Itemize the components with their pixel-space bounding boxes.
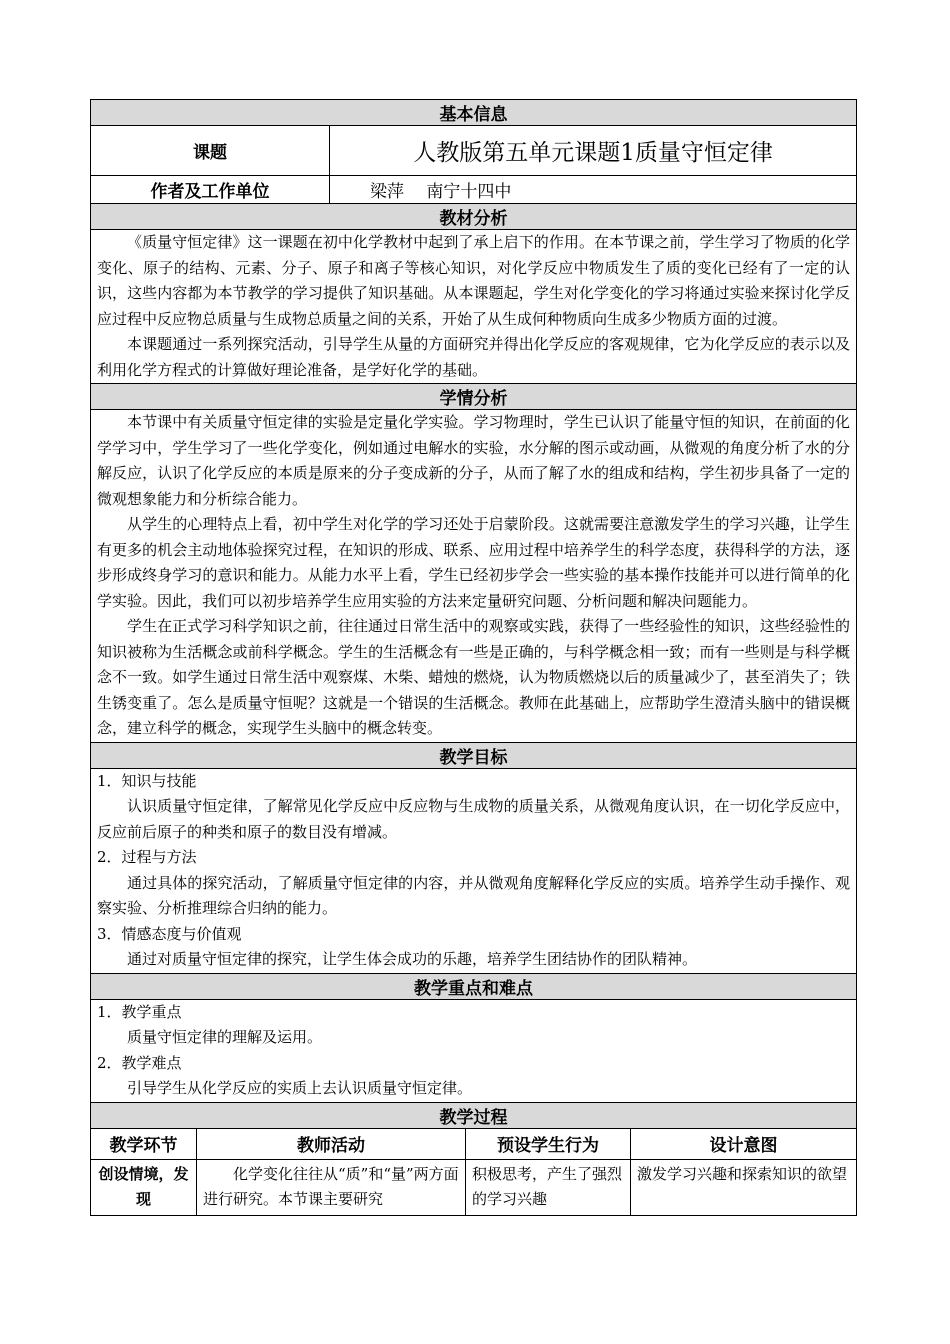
- author-label: 作者及工作单位: [91, 176, 330, 204]
- teaching-goals-header: 教学目标: [91, 742, 857, 768]
- difficulty-title: 2．教学难点: [97, 1053, 182, 1072]
- key-point-title: 1．教学重点: [97, 1002, 182, 1021]
- learner-paragraph-3: 学生在正式学习科学知识之前，往往通过日常生活中的观察或实践，获得了一些经验性的知识，这些经验性的知识被称为生活概念或前科学概念。学生的生活概念有一些是正确的，与科学概念相一致；而有一些则是与科学概念不一致。如学生通过日常生活中观察煤、木柴、蜡烛的燃烧，认为物质燃烧以后的质量减少了，甚至消失了；铁生锈变重了。怎么是质量守恒呢？这就是一个错误的生活概念。教师在此基础上，应帮助学生澄清头脑中的错误概念，建立科学的概念，实现学生头脑中的概念转变。: [97, 617, 851, 737]
- col-header-stage: 教学环节: [91, 1128, 197, 1159]
- table-row: [91, 1159, 857, 1215]
- teacher-activity-cell: 化学变化往往从“质”和“量”两方面进行研究。本节课主要研究: [197, 1159, 466, 1215]
- col-header-student: 预设学生行为: [466, 1128, 631, 1159]
- material-paragraph-2: 本课题通过一系列探究活动，引导学生从量的方面研究并得出化学反应的客观规律，它为化学反应的表示以及利用化学方程式的计算做好理论准备，是学好化学的基础。: [97, 335, 851, 379]
- lesson-plan-document: [90, 99, 856, 1216]
- author-value: 梁萍 南宁十四中: [330, 176, 857, 204]
- goal-1-text: 认识质量守恒定律，了解常见化学反应中反应物与生成物的质量关系，从微观角度认识，在一切化学反应中，反应前后原子的种类和原子的数目没有增减。: [97, 797, 851, 841]
- goal-3-text: 通过对质量守恒定律的探究，让学生体会成功的乐趣，培养学生团结协作的团队精神。: [127, 950, 698, 968]
- learner-analysis-header: 学情分析: [91, 384, 857, 410]
- col-header-intent: 设计意图: [631, 1128, 857, 1159]
- key-point-text: 质量守恒定律的理解及运用。: [127, 1028, 323, 1046]
- learner-paragraph-1: 本节课中有关质量守恒定律的实验是定量化学实验。学习物理时，学生已认识了能量守恒的知识，在前面的化学学习中，学生学习了一些化学变化，例如通过电解水的实验，水分解的图示或动画，从微观的角度分析了水的分解反应，认识了化学反应的本质是原来的分子变成新的分子，从而了解了水的组成和结构，学生初步具备了一定的微观想象能力和分析综合能力。: [97, 413, 851, 508]
- difficulty-text: 引导学生从化学反应的实质上去认识质量守恒定律。: [127, 1079, 473, 1097]
- key-points-header: 教学重点和难点: [91, 973, 857, 999]
- teaching-goals-body: [91, 768, 857, 973]
- col-header-teacher: 教师活动: [197, 1128, 466, 1159]
- design-intent-cell: 激发学习兴趣和探索知识的欲望: [631, 1159, 857, 1215]
- topic-label: 课题: [91, 126, 330, 176]
- material-analysis-header: 教材分析: [91, 204, 857, 230]
- goal-3-title: 3．情感态度与价值观: [97, 924, 242, 943]
- teaching-process-header: 教学过程: [91, 1102, 857, 1128]
- key-points-body: [91, 999, 857, 1102]
- goal-1-title: 1．知识与技能: [97, 771, 197, 790]
- basic-info-header: 基本信息: [91, 100, 857, 126]
- goal-2-title: 2．过程与方法: [97, 848, 197, 866]
- topic-value: 人教版第五单元课题1质量守恒定律: [330, 126, 857, 176]
- goal-2-text: 通过具体的探究活动，了解质量守恒定律的内容，并从微观角度解释化学反应的实质。培养学生动手操作、观察实验、分析推理综合归纳的能力。: [97, 873, 851, 917]
- lesson-plan-table: [90, 99, 857, 1216]
- learner-paragraph-2: 从学生的心理特点上看，初中学生对化学的学习还处于启蒙阶段。这就需要注意激发学生的学习兴趣，让学生有更多的机会主动地体验探究过程，在知识的形成、联系、应用过程中培养学生的科学态度，获得科学的方法，逐步形成终身学习的意识和能力。从能力水平上看，学生已经初步学会一些实验的基本操作技能并可以进行简单的化学实验。因此，我们可以初步培养学生应用实验的方法来定量研究问题、分析问题和解决问题能力。: [97, 515, 851, 610]
- stage-cell: 创设情境，发现: [91, 1159, 197, 1215]
- material-analysis-body: [91, 230, 857, 384]
- learner-analysis-body: [91, 410, 857, 743]
- material-paragraph-1: 《质量守恒定律》这一课题在初中化学教材中起到了承上启下的作用。在本节课之前，学生学习了物质的化学变化、原子的结构、元素、分子、原子和离子等核心知识，对化学反应中物质发生了质的变化已经有了一定的认识，这些内容都为本节教学的学习提供了知识基础。从本课题起，学生对化学变化的学习将通过实验来探讨化学反应过程中反应物总质量与生成物总质量之间的关系，开始了从生成何种物质向生成多少物质方面的过渡。: [97, 233, 851, 328]
- student-behavior-cell: 积极思考，产生了强烈的学习兴趣: [466, 1159, 631, 1215]
